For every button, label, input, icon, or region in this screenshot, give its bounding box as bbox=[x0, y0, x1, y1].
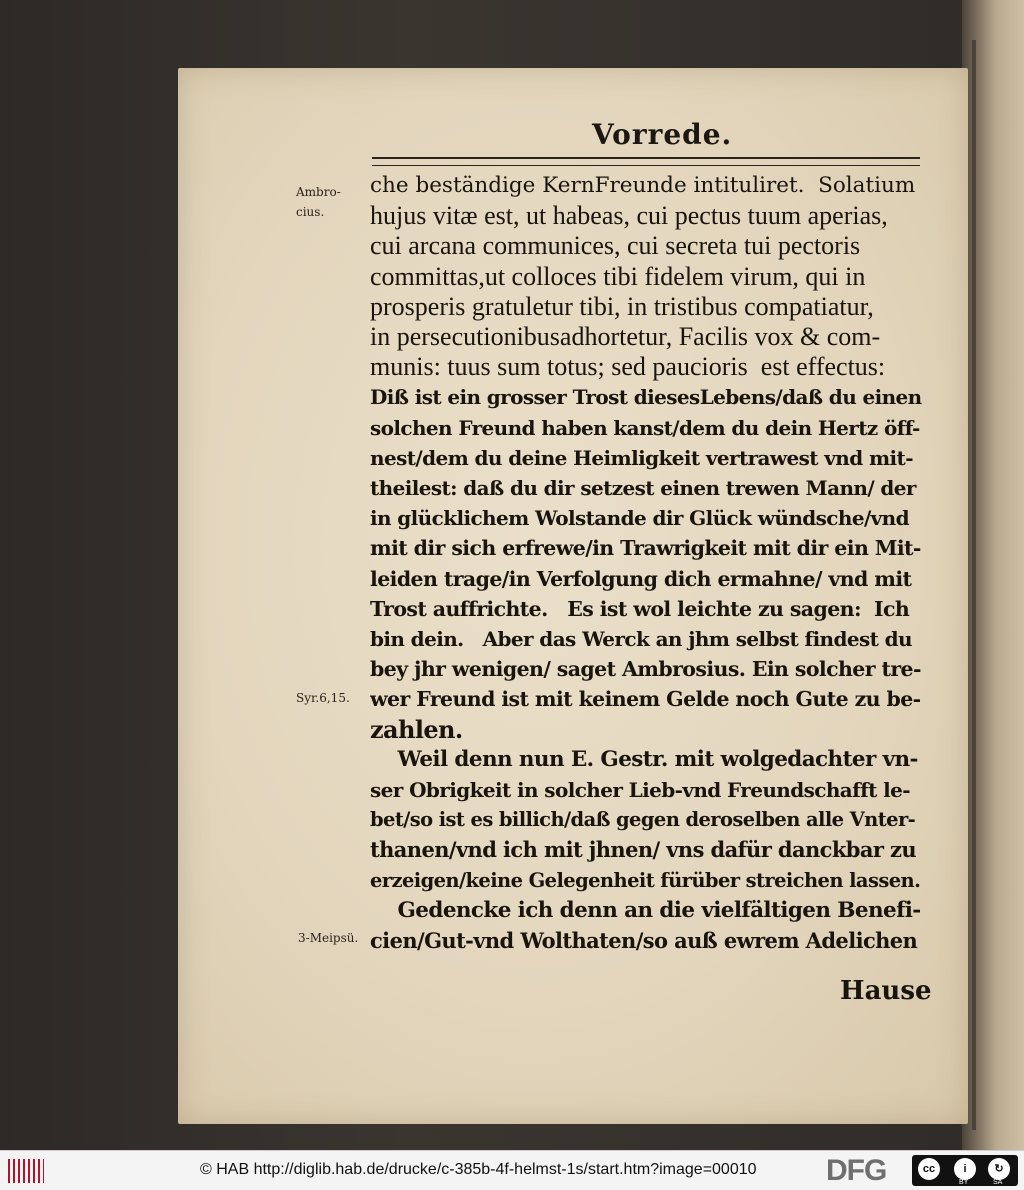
text-line: Diß ist ein grosser Trost diesesLebens/daß du einen bbox=[370, 385, 922, 410]
sa-icon: ↻ bbox=[988, 1158, 1010, 1180]
by-icon: i bbox=[954, 1158, 976, 1180]
dfg-logo: DFG bbox=[826, 1154, 887, 1187]
text-line: mit dir sich erfrewe/in Trawrigkeit mit dir ein Mit- bbox=[370, 536, 921, 561]
header-rule bbox=[372, 157, 920, 166]
text-line: Weil denn nun E. Gestr. mit wolgedachter vn- bbox=[370, 746, 918, 772]
text-line: bet/so ist es billich/daß gegen deroselben alle Vnter- bbox=[370, 808, 916, 832]
license-badge[interactable] bbox=[912, 1155, 1018, 1186]
margin-note-ambrosius: Ambro- cius. bbox=[296, 185, 341, 219]
barcode-icon bbox=[8, 1159, 44, 1183]
margin-note-meipsu: 3-Meipsü. bbox=[298, 931, 359, 945]
text-line: bey jhr wenigen/ saget Ambrosius. Ein solcher tre- bbox=[370, 657, 921, 682]
text-line: in glücklichem Wolstande dir Glück wündsche/vnd bbox=[370, 506, 909, 531]
text-line: solchen Freund haben kanst/dem du dein Hertz öff- bbox=[370, 415, 920, 440]
text-line: munis: tuus sum totus; sed paucioris est effectus: bbox=[370, 352, 886, 382]
text-line: Trost auffrichte. Es ist wol leichte zu sagen: Ich bbox=[370, 596, 910, 621]
citation-link[interactable]: © HAB http://diglib.hab.de/drucke/c-385b-4f-helmst-1s/start.htm?image=00010 bbox=[200, 1161, 757, 1178]
text-line: nest/dem du deine Heimligkeit vertrawest vnd mit- bbox=[370, 445, 913, 470]
text-line: theilest: daß du dir setzest einen trewen Mann/ der bbox=[370, 476, 916, 500]
text-line: Gedencke ich denn an die vielfältigen Benefi- bbox=[370, 897, 921, 923]
cc-icon: cc bbox=[918, 1158, 940, 1180]
text-line: che beständige KernFreunde intituliret. Solatium bbox=[370, 173, 916, 198]
text-line: zahlen. bbox=[370, 714, 463, 744]
text-line: leiden trage/in Verfolgung dich ermahne/ vnd mit bbox=[370, 566, 912, 591]
text-line: in persecutionibusadhortetur, Facilis vox & com- bbox=[370, 322, 881, 351]
text-line: ser Obrigkeit in solcher Lieb-vnd Freundschafft le- bbox=[370, 778, 910, 802]
running-header: Vorrede. bbox=[592, 118, 733, 151]
footer-bar bbox=[0, 1150, 1024, 1190]
text-line: prosperis gratuletur tibi, in tristibus compatiatur, bbox=[370, 291, 874, 321]
text-line: committas,ut colloces tibi fidelem virum, qui in bbox=[370, 261, 866, 291]
text-line: cien/Gut-vnd Wolthaten/so auß ewrem Adelichen bbox=[370, 928, 918, 953]
sa-label: SA bbox=[993, 1179, 1003, 1186]
text-line: thanen/vnd ich mit jhnen/ vns dafür danckbar zu bbox=[370, 837, 917, 863]
text-line: hujus vitæ est, ut habeas, cui pectus tuum aperias, bbox=[370, 201, 888, 231]
text-line: erzeigen/keine Gelegenheit fürüber streichen lassen. bbox=[370, 868, 921, 892]
catchword: Hause bbox=[840, 976, 932, 1006]
text-line: cui arcana communices, cui secreta tui pectoris bbox=[370, 231, 861, 261]
by-label: BY bbox=[959, 1179, 969, 1186]
margin-note-syr: Syr.6,15. bbox=[296, 691, 350, 705]
text-line: bin dein. Aber das Werck an jhm selbst findest du bbox=[370, 627, 912, 651]
text-line: wer Freund ist mit keinem Gelde noch Gute zu be- bbox=[370, 687, 921, 712]
book-spine-shadow bbox=[972, 40, 976, 1130]
